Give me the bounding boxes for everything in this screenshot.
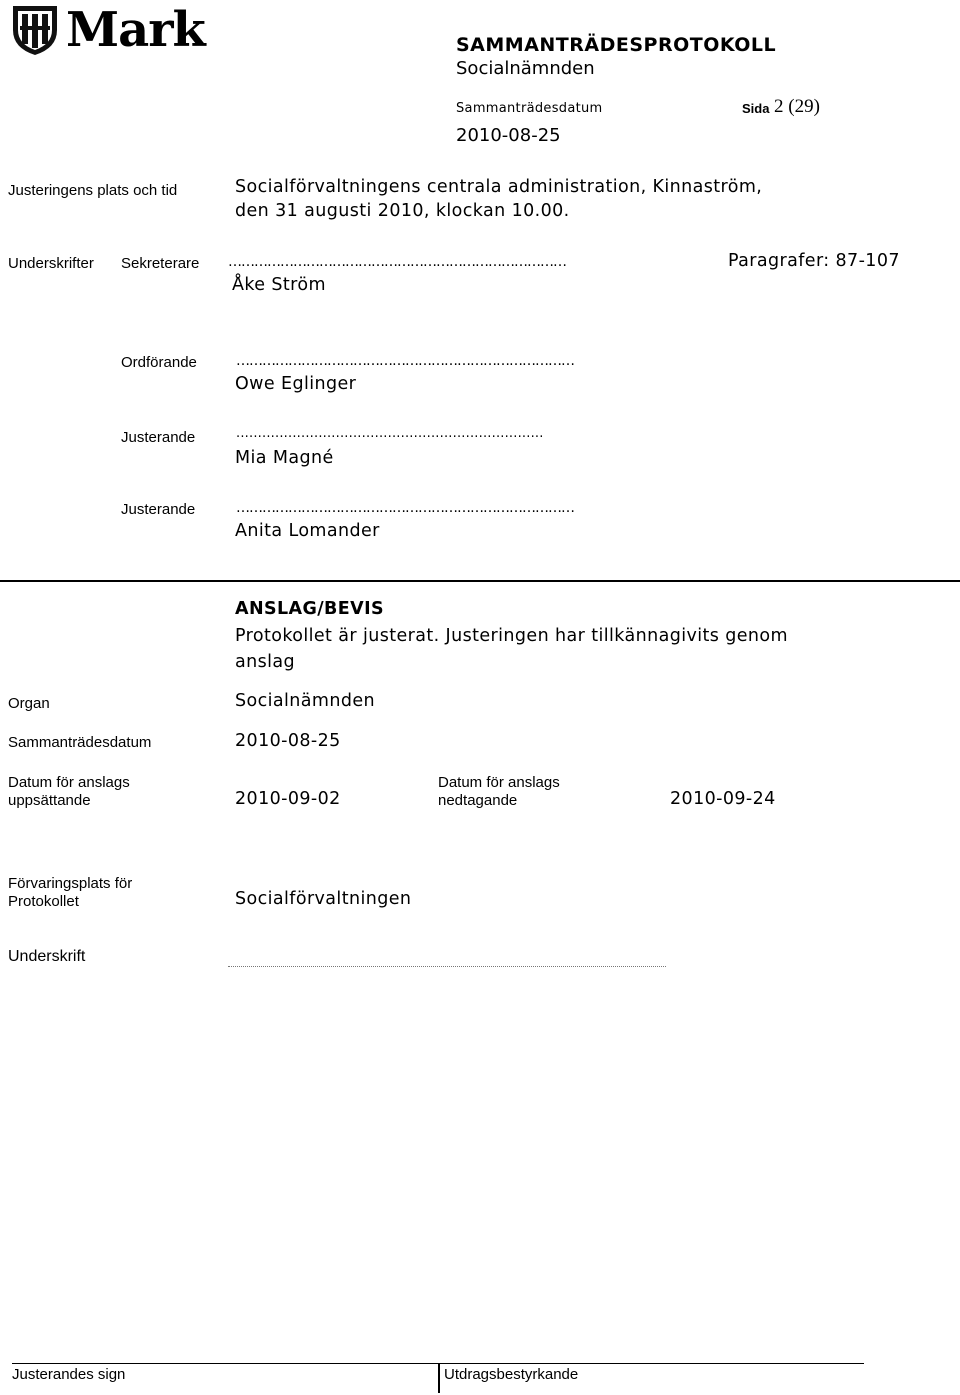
adjuster1-name: Mia Magné (235, 448, 334, 468)
meeting-date: 2010-08-25 (456, 125, 561, 146)
footer-divider (438, 1363, 440, 1393)
page-number: 2 (29) (774, 96, 820, 117)
adjuster2-name: Anita Lomander (235, 521, 380, 541)
storage-label-line1: Förvaringsplats för (8, 875, 133, 892)
organ-label: Organ (8, 695, 50, 712)
document-title: SAMMANTRÄDESPROTOKOLL (456, 34, 777, 56)
notice-heading: ANSLAG/BEVIS (235, 599, 384, 619)
posting-date: 2010-09-02 (235, 789, 341, 809)
notice-meeting-date-label: Sammanträdesdatum (8, 734, 152, 751)
footer-rule-right (440, 1363, 864, 1364)
page-label: Sida (742, 101, 770, 116)
adjuster1-signature-line: ....................................................................... (236, 426, 544, 441)
organ-value: Socialnämnden (235, 691, 376, 711)
posting-date-label-line1: Datum för anslags (8, 774, 130, 791)
adjuster2-label: Justerande (121, 501, 196, 518)
verification-value-line1: Socialförvaltningens centrala administration, Kinnaström, (235, 177, 763, 197)
verification-label: Justeringens plats och tid (8, 182, 178, 199)
posting-date-label-line2: uppsättande (8, 792, 91, 809)
secretary-signature-line: …………………………………………………………………… (228, 254, 566, 270)
footer-rule-left (12, 1363, 438, 1364)
removal-date-label-line2: nedtagande (438, 792, 518, 809)
chair-label: Ordförande (121, 354, 197, 371)
notice-meeting-date: 2010-08-25 (235, 731, 341, 751)
notice-text-line1: Protokollet är justerat. Justeringen har tillkännagivits genom (235, 626, 788, 646)
meeting-date-label: Sammanträdesdatum (456, 101, 603, 116)
removal-date-label-line1: Datum för anslags (438, 774, 560, 791)
signature-label: Underskrift (8, 948, 86, 965)
secretary-name: Åke Ström (232, 275, 326, 295)
chair-signature-line: …………………………………………………………………… (236, 353, 574, 369)
extract-certifying-label: Utdragsbestyrkande (444, 1366, 579, 1383)
mark-logo (10, 4, 215, 56)
adjuster1-label: Justerande (121, 429, 196, 446)
signatures-label: Underskrifter (8, 255, 94, 272)
storage-value: Socialförvaltningen (235, 889, 412, 909)
chair-name: Owe Eglinger (235, 374, 357, 394)
committee-name: Socialnämnden (456, 58, 595, 79)
adjusters-sign-label: Justerandes sign (12, 1366, 126, 1383)
paragraphs-range: Paragrafer: 87-107 (728, 251, 900, 271)
section-divider (0, 580, 960, 582)
verification-value-line2: den 31 augusti 2010, klockan 10.00. (235, 201, 570, 221)
storage-label-line2: Protokollet (8, 893, 79, 910)
removal-date: 2010-09-24 (670, 789, 776, 809)
adjuster2-signature-line: …………………………………………………………………… (236, 500, 574, 516)
logo-wordmark: Mark (66, 2, 205, 58)
notice-text-line2: anslag (235, 652, 296, 672)
secretary-label: Sekreterare (121, 255, 200, 272)
coat-of-arms-icon (10, 4, 60, 56)
signature-line (228, 966, 666, 967)
